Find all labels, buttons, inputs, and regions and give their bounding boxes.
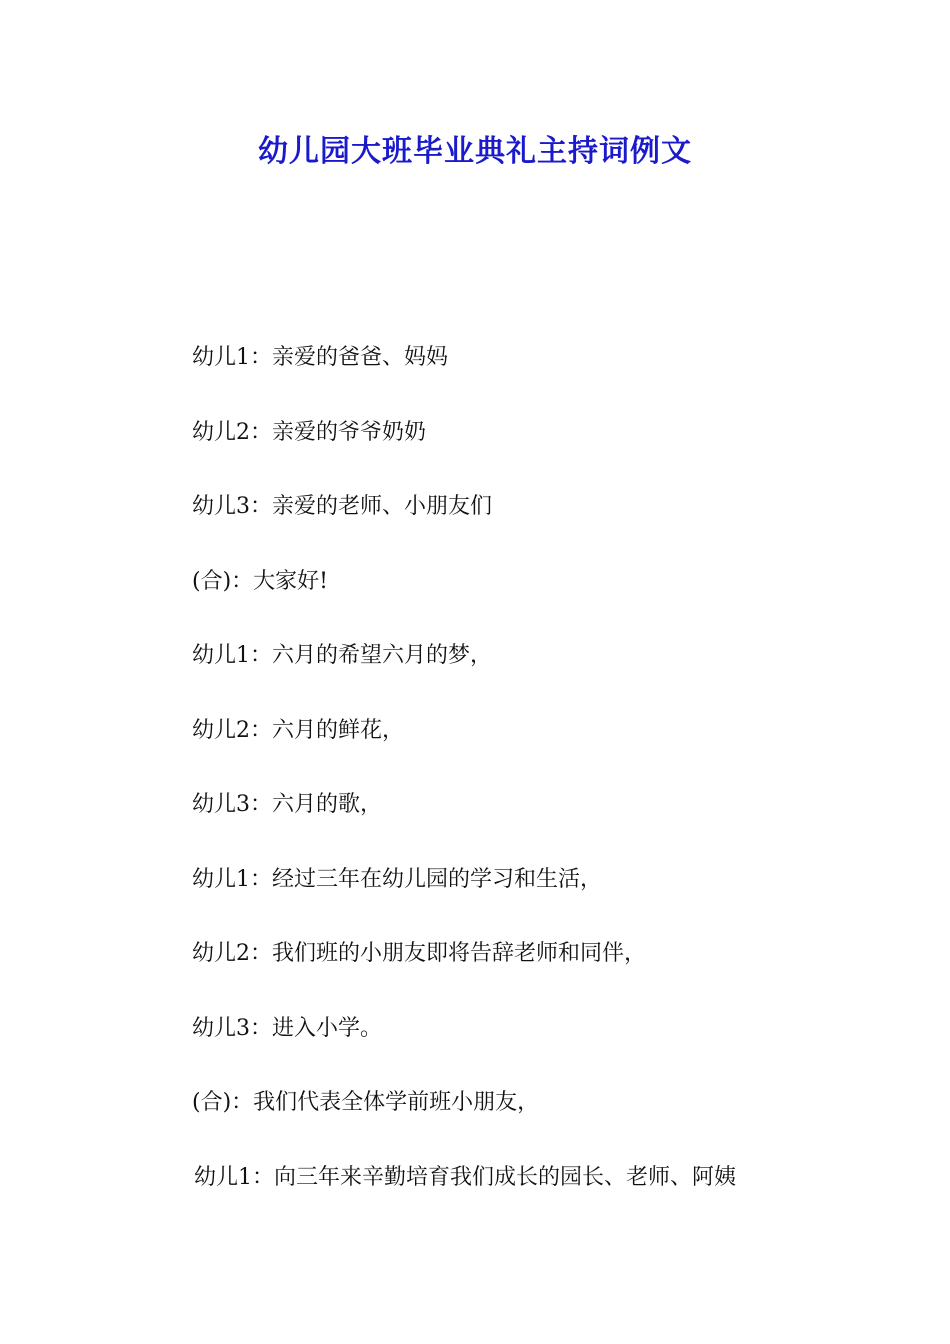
script-line: 幼儿1：六月的希望六月的梦，: [192, 643, 492, 668]
script-line: 幼儿2：亲爱的爷爷奶奶: [192, 419, 426, 445]
page-title: 幼儿园大班毕业典礼主持词例文: [258, 134, 692, 169]
script-line: 幼儿1：亲爱的爸爸、妈妈: [192, 345, 448, 370]
script-line: 幼儿2：六月的鲜花，: [192, 717, 404, 743]
script-line: 幼儿3：六月的歌，: [192, 792, 382, 817]
script-line: 幼儿2：我们班的小朋友即将告辞老师和同伴，: [192, 941, 646, 966]
script-line: 幼儿1：经过三年在幼儿园的学习和生活，: [192, 866, 602, 892]
script-line: (合)：大家好!: [192, 568, 329, 594]
script-line: 幼儿3：亲爱的老师、小朋友们: [192, 494, 492, 519]
script-line: 幼儿1：向三年来辛勤培育我们成长的园长、老师、阿姨: [194, 1164, 736, 1190]
script-lines: [192, 338, 832, 1232]
script-line: 幼儿3：进入小学。: [192, 1015, 382, 1041]
script-line: (合)：我们代表全体学前班小朋友，: [192, 1090, 540, 1115]
